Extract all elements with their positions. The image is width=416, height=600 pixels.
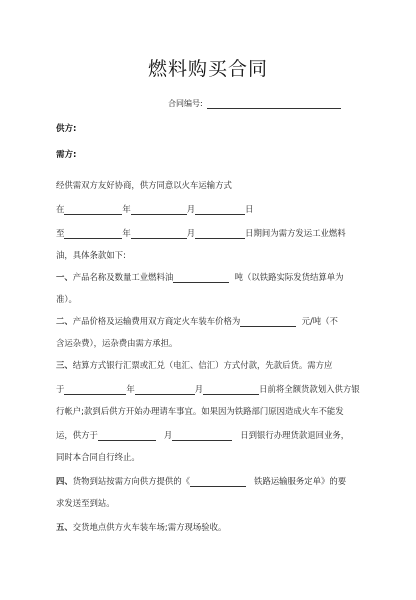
blank xyxy=(195,230,245,239)
blank xyxy=(195,206,245,215)
date-to-line: 至 年 月 日期间为需方发运工业燃料 xyxy=(56,228,346,238)
blank xyxy=(190,478,246,487)
contract-number xyxy=(168,98,341,109)
clause-5: 五、交货地点供方火车装车场;需方现场验收。 xyxy=(56,522,227,532)
buyer-label: 需方: xyxy=(56,150,77,160)
clause-2: 二、产品价格及运输费用双方商定火车装车价格为 元/吨（不 xyxy=(56,316,338,326)
blank xyxy=(64,230,122,239)
blank xyxy=(131,230,187,239)
clause-4: 四、货物到站按需方向供方提供的《 铁路运输服务定单》的要 xyxy=(56,476,347,486)
blank xyxy=(135,386,195,395)
blank xyxy=(131,206,187,215)
document-title: 燃料购买合同 xyxy=(147,58,268,80)
blank xyxy=(64,206,122,215)
clause-3-line-2: 于 年 月 日前将全额货款划入供方银 xyxy=(56,384,360,394)
clause-3-line-3: 行帐户;款到后供方开始办理请车事宜。如果因为铁路部门原因造成火车不能发 xyxy=(56,406,344,416)
clause-2-end: 含运杂费），运杂费由需方承担。 xyxy=(56,338,178,348)
clause-4-end: 求发送至到站。 xyxy=(56,498,115,508)
contract-number-blank xyxy=(207,100,341,109)
blank xyxy=(64,386,126,395)
clause-3-line-4: 运，供方于 月 日到银行办理货款退回业务， xyxy=(56,430,350,440)
oil-line: 油，具体条款如下: xyxy=(56,250,126,260)
blank xyxy=(98,432,156,441)
blank xyxy=(172,432,232,441)
supplier-label: 供方: xyxy=(56,124,77,134)
date-from-line: 在 年 月 日 xyxy=(56,204,254,214)
clause-1: 一、产品名称及数量工业燃料油 吨（以铁路实际发货结算单为 xyxy=(56,272,344,282)
blank xyxy=(203,386,259,395)
blank xyxy=(173,274,229,283)
clause-1-end: 准）。 xyxy=(56,294,77,304)
clause-3-line-5: 同时本合同自行终止。 xyxy=(56,452,140,462)
clause-3: 三、结算方式银行汇票或汇兑（电汇、信汇）方式付款，先款后货。需方应 xyxy=(56,360,333,370)
blank xyxy=(240,318,296,327)
intro-line: 经供需双方友好协商，供方同意以火车运输方式 xyxy=(56,180,232,190)
contract-number-label: 合同编号: xyxy=(168,99,203,108)
